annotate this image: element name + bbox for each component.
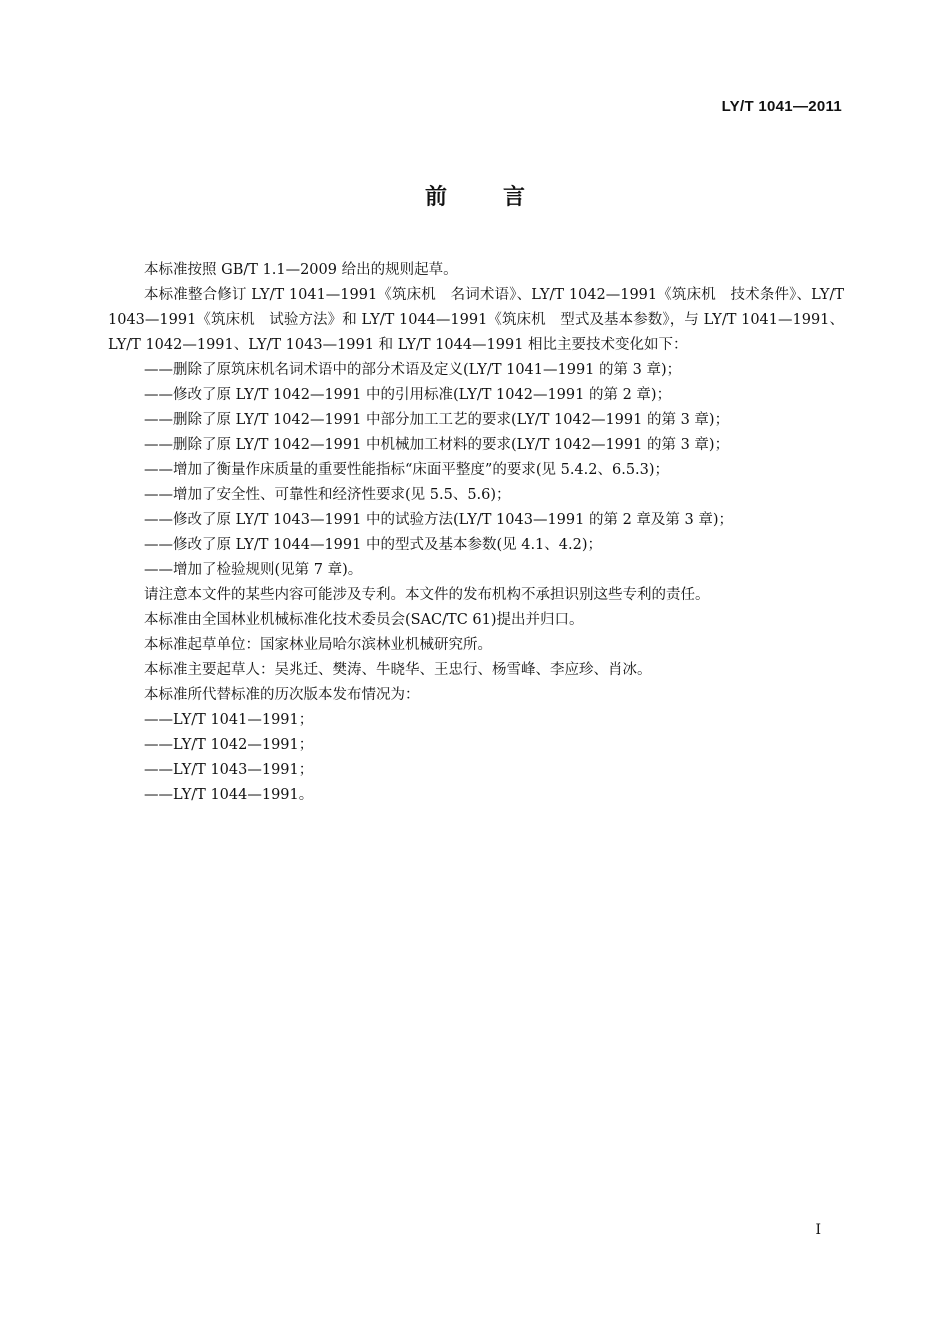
list-item: ——修改了原 LY/T 1044—1991 中的型式及基本参数(见 4.1、4.2)； [144, 537, 603, 553]
document-body [108, 258, 844, 808]
list-item: ——增加了检验规则(见第 7 章)。 [144, 562, 363, 578]
history-intro: 本标准所代替标准的历次版本发布情况为： [144, 687, 420, 703]
page-title: 前言 [424, 185, 581, 210]
list-item: ——LY/T 1042—1991； [144, 737, 314, 753]
history-list [108, 708, 844, 808]
list-item: ——LY/T 1043—1991； [144, 762, 314, 778]
drafting-unit: 本标准起草单位：国家林业局哈尔滨林业机械研究所。 [144, 637, 492, 653]
intro-paragraph-revision: 本标准整合修订 LY/T 1041—1991《筑床机 名词术语》、LY/T 1042—1991《筑床机 技术条件》、LY/T 1043—1991《筑床机 试验方法》和 LY/T 1044—1991《筑床机 型式及基本参数》，与 LY/T 1041—1991、LY/T 1042—1991、LY/T 1043—1991 和 LY/T 1044—1991 相比主要技术变化如下： [108, 287, 844, 353]
proposer-statement: 本标准由全国林业机械标准化技术委员会(SAC/TC 61)提出并归口。 [144, 612, 584, 628]
list-item: ——LY/T 1041—1991； [144, 712, 314, 728]
list-item: ——删除了原 LY/T 1042—1991 中机械加工材料的要求(LY/T 1042—1991 的第 3 章)； [144, 437, 730, 453]
list-item: ——修改了原 LY/T 1042—1991 中的引用标准(LY/T 1042—1991 的第 2 章)； [144, 387, 672, 403]
intro-paragraph-drafting-rules: 本标准按照 GB/T 1.1—2009 给出的规则起草。 [144, 262, 458, 278]
drafters: 本标准主要起草人：吴兆迁、樊涛、牛晓华、王忠行、杨雪峰、李应珍、肖冰。 [144, 662, 652, 678]
list-item: ——修改了原 LY/T 1043—1991 中的试验方法(LY/T 1043—1991 的第 2 章及第 3 章)； [144, 512, 734, 528]
page-number: I [815, 1222, 821, 1238]
list-item: ——删除了原筑床机名词术语中的部分术语及定义(LY/T 1041—1991 的第 3 章)； [144, 362, 682, 378]
list-item: ——LY/T 1044—1991。 [144, 787, 314, 803]
list-item: ——增加了衡量作床质量的重要性能指标“床面平整度”的要求(见 5.4.2、6.5.3)； [144, 462, 670, 478]
patent-notice: 请注意本文件的某些内容可能涉及专利。本文件的发布机构不承担识别这些专利的责任。 [144, 587, 710, 603]
list-item: ——删除了原 LY/T 1042—1991 中部分加工工艺的要求(LY/T 1042—1991 的第 3 章)； [144, 412, 730, 428]
standard-code: LY/T 1041—2011 [721, 98, 842, 115]
list-item: ——增加了安全性、可靠性和经济性要求(见 5.5、5.6)； [144, 487, 511, 503]
changes-list [108, 358, 844, 583]
